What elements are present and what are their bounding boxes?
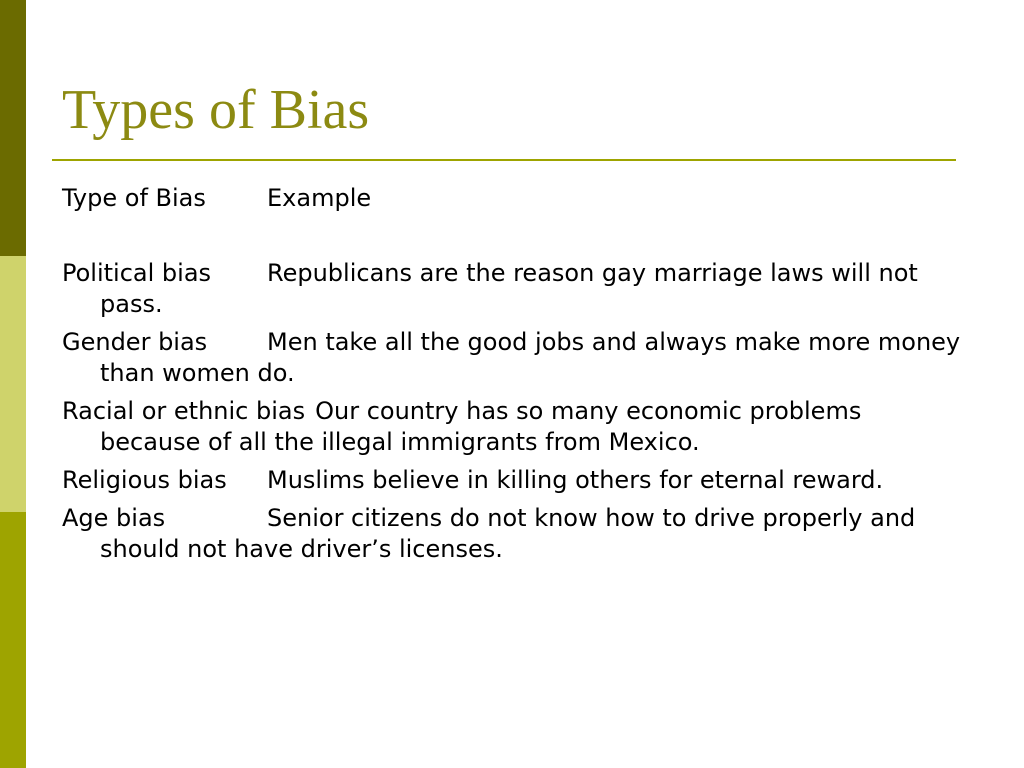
bias-row-religious bbox=[62, 465, 962, 496]
bias-example: Senior citizens do not know how to drive properly and should not have driver’s licenses. bbox=[100, 504, 916, 563]
header-type-label: Type of Bias bbox=[62, 184, 206, 212]
sidebar-segment-top bbox=[0, 0, 26, 256]
bias-row-racial-ethnic bbox=[62, 396, 962, 458]
bias-example: Republicans are the reason gay marriage laws will not pass. bbox=[100, 259, 918, 318]
sidebar-accent-bar bbox=[0, 0, 26, 768]
bias-type: Political bias bbox=[62, 259, 212, 287]
bias-row-political bbox=[62, 258, 962, 320]
bias-example: Muslims believe in killing others for eternal reward. bbox=[267, 466, 884, 494]
bias-example: Our country has so many economic problems because of all the illegal immigrants from Mexico. bbox=[100, 397, 862, 456]
sidebar-segment-middle bbox=[0, 256, 26, 512]
bias-type: Gender bias bbox=[62, 328, 208, 356]
slide-title: Types of Bias bbox=[62, 79, 370, 141]
bias-type: Religious bias bbox=[62, 466, 227, 494]
column-header-row bbox=[62, 183, 962, 214]
slide-body bbox=[62, 183, 962, 572]
bias-type: Racial or ethnic bias bbox=[62, 397, 306, 425]
header-example-label: Example bbox=[267, 184, 372, 212]
bias-row-age bbox=[62, 503, 962, 565]
bias-example: Men take all the good jobs and always make more money than women do. bbox=[100, 328, 961, 387]
bias-type: Age bias bbox=[62, 504, 166, 532]
bias-row-gender bbox=[62, 327, 962, 389]
sidebar-segment-bottom bbox=[0, 512, 26, 768]
title-divider bbox=[52, 159, 956, 161]
bias-list bbox=[62, 258, 962, 565]
